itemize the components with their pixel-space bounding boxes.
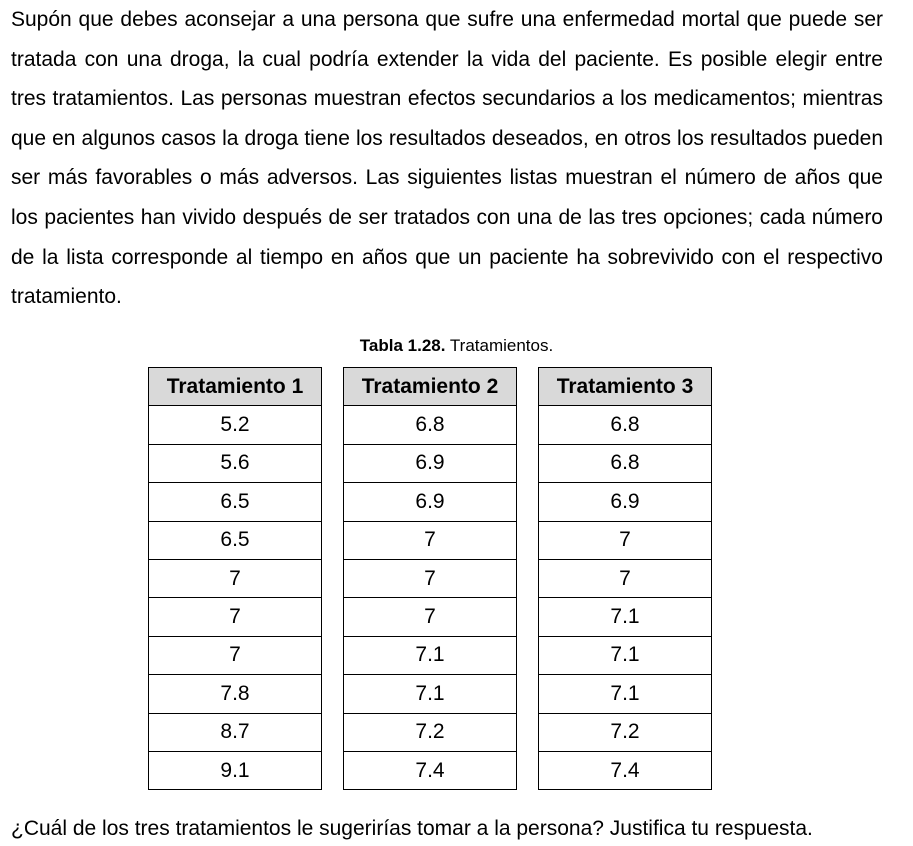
table-cell: 7.1 bbox=[539, 675, 712, 713]
table-cell: 7.2 bbox=[344, 713, 517, 751]
table-caption-text: Tratamientos. bbox=[449, 336, 554, 355]
table-row bbox=[539, 559, 712, 597]
treatment-1-table bbox=[148, 367, 322, 790]
table-row bbox=[149, 675, 322, 713]
table-cell: 7.4 bbox=[539, 751, 712, 789]
intro-paragraph: Supón que debes aconsejar a una persona que sufre una enfermedad mortal que puede ser tratada con una droga, la cual podría extender la vida del paciente. Es posible elegir entre tres tratamientos. Las personas muestran efectos secundarios a los medicamentos; mientras que en algunos casos la droga tiene los resultados deseados, en otros los resultados pueden ser más favorables o más adversos. Las siguientes listas muestran el número de años que los pacientes han vivido después de ser tratados con una de las tres opciones; cada número de la lista corresponde al tiempo en años que un paciente ha sobrevivido con el respectivo tratamiento. bbox=[11, 8, 883, 309]
table-row bbox=[344, 521, 517, 559]
table-cell: 8.7 bbox=[149, 713, 322, 751]
table-row bbox=[539, 444, 712, 482]
table-header: Tratamiento 1 bbox=[149, 368, 322, 406]
treatment-3-table bbox=[538, 367, 712, 790]
table-row bbox=[344, 559, 517, 597]
table-cell: 7.8 bbox=[149, 675, 322, 713]
table-cell: 7 bbox=[149, 636, 322, 674]
table-cell: 6.5 bbox=[149, 483, 322, 521]
table-cell: 6.8 bbox=[344, 406, 517, 444]
table-row bbox=[539, 751, 712, 789]
table-cell: 9.1 bbox=[149, 751, 322, 789]
table-row bbox=[344, 636, 517, 674]
table-row bbox=[539, 636, 712, 674]
table-cell: 7.4 bbox=[344, 751, 517, 789]
table-cell: 7 bbox=[149, 598, 322, 636]
table-row bbox=[539, 406, 712, 444]
table-row bbox=[149, 713, 322, 751]
table-row bbox=[539, 675, 712, 713]
table-row bbox=[539, 483, 712, 521]
table-cell: 7 bbox=[149, 559, 322, 597]
table-row bbox=[344, 444, 517, 482]
table-cell: 7.2 bbox=[539, 713, 712, 751]
table-cell: 6.8 bbox=[539, 406, 712, 444]
table-cell: 7 bbox=[344, 521, 517, 559]
table-cell: 7.1 bbox=[539, 598, 712, 636]
table-cell: 7.1 bbox=[344, 636, 517, 674]
table-row bbox=[149, 751, 322, 789]
table-row bbox=[344, 751, 517, 789]
treatment-2-table bbox=[343, 367, 517, 790]
table-header: Tratamiento 2 bbox=[344, 368, 517, 406]
table-cell: 7.1 bbox=[539, 636, 712, 674]
table-cell: 7 bbox=[344, 598, 517, 636]
table-cell: 6.9 bbox=[344, 483, 517, 521]
table-cell: 5.2 bbox=[149, 406, 322, 444]
table-caption-label: Tabla 1.28. bbox=[359, 336, 446, 355]
table-row bbox=[539, 598, 712, 636]
table-row bbox=[539, 521, 712, 559]
table-cell: 5.6 bbox=[149, 444, 322, 482]
table-row bbox=[149, 598, 322, 636]
table-cell: 7 bbox=[539, 521, 712, 559]
table-row bbox=[149, 521, 322, 559]
table-caption bbox=[0, 335, 913, 357]
table-row bbox=[344, 406, 517, 444]
table-row bbox=[149, 406, 322, 444]
table-row bbox=[539, 713, 712, 751]
table-row bbox=[344, 483, 517, 521]
table-row bbox=[344, 598, 517, 636]
table-row bbox=[344, 713, 517, 751]
table-row bbox=[344, 675, 517, 713]
table-cell: 6.8 bbox=[539, 444, 712, 482]
table-header: Tratamiento 3 bbox=[539, 368, 712, 406]
table-cell: 6.5 bbox=[149, 521, 322, 559]
table-cell: 6.9 bbox=[539, 483, 712, 521]
table-row bbox=[149, 483, 322, 521]
question-text: ¿Cuál de los tres tratamientos le sugerirías tomar a la persona? Justifica tu respuesta. bbox=[11, 817, 813, 840]
table-cell: 6.9 bbox=[344, 444, 517, 482]
table-cell: 7 bbox=[539, 559, 712, 597]
table-cell: 7.1 bbox=[344, 675, 517, 713]
table-cell: 7 bbox=[344, 559, 517, 597]
table-row bbox=[149, 636, 322, 674]
table-row bbox=[149, 444, 322, 482]
table-row bbox=[149, 559, 322, 597]
